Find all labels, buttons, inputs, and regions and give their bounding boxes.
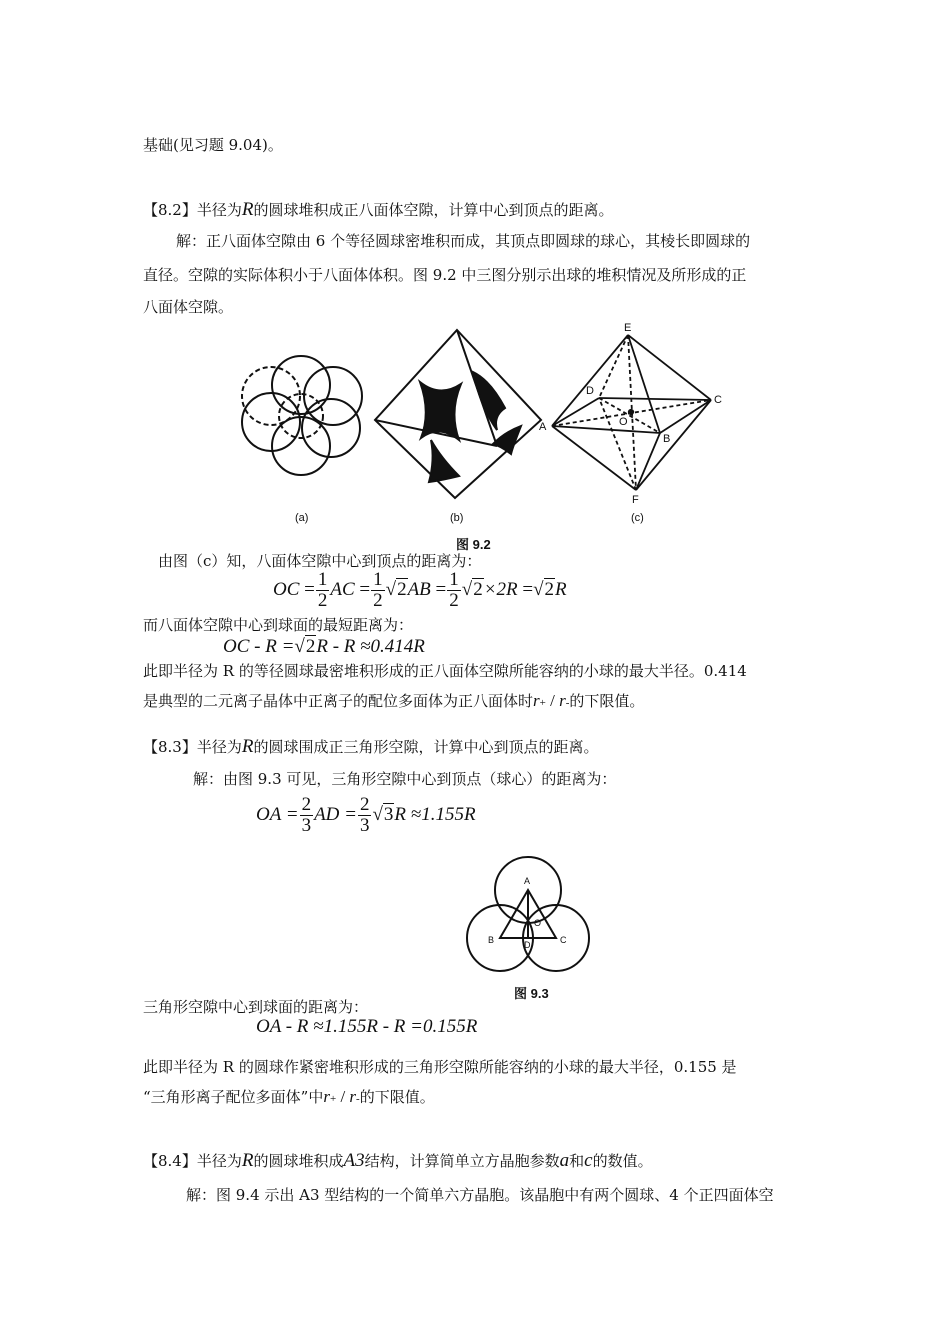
eq-sign: =	[359, 578, 371, 600]
frac-num: 1	[449, 569, 459, 590]
eq-term: R - R ≈0.414R	[316, 636, 425, 657]
question-text: 半径为	[196, 201, 242, 219]
solution-line: 解：由图 9.3 可见，三角形空隙中心到顶点（球心）的距离为：	[193, 770, 617, 788]
question-text: 的圆球堆积成	[253, 1152, 344, 1170]
frac-num: 1	[373, 569, 383, 590]
eq-term: R ≈1.155R	[394, 803, 476, 825]
question-text: 结构，计算简单立方晶胞参数	[364, 1152, 560, 1170]
eq-term: AC	[330, 578, 355, 600]
text-span: 是典型的二元离子晶体中正离子的配位多面体为正八面体时	[143, 692, 534, 710]
symbol-c: c	[584, 1150, 593, 1171]
equation-oc-minus-r: OC - R =√2R - R ≈0.414R	[223, 636, 425, 657]
symbol-R: R	[241, 736, 254, 757]
text-line: 此即半径为 R 的圆球作紧密堆积形成的三角形空隙所能容纳的小球的最大半径，0.155 是	[143, 1058, 737, 1076]
ratio-r-plus-r-minus: r+ / r-	[323, 1087, 360, 1106]
text-line: 此即半径为 R 的等径圆球最密堆积形成的正八面体空隙所能容纳的小球的最大半径。0.414	[143, 662, 747, 680]
radicand: 2	[544, 578, 555, 600]
solution-line: 八面体空隙。	[143, 298, 234, 316]
vertex-D-label: D	[524, 940, 531, 950]
question-tag: 【8.4】	[143, 1152, 197, 1170]
eq-term: OC	[273, 578, 300, 600]
vertex-B-label: B	[488, 935, 495, 945]
subfigure-c-label: (c)	[631, 512, 644, 524]
question-text: 的数值。	[592, 1152, 653, 1170]
subfigure-b-label: (b)	[450, 512, 464, 524]
vertex-C-label: C	[714, 394, 722, 406]
frac-num: 2	[301, 794, 312, 815]
question-text: 的圆球堆积成正八面体空隙，计算中心到顶点的距离。	[253, 201, 614, 219]
ratio-r-plus-r-minus: r+ / r-	[533, 691, 570, 710]
eq-sign: =	[304, 578, 315, 600]
vertex-O-label: O	[534, 918, 542, 928]
eq-term: AB	[407, 578, 431, 600]
frac-den: 2	[317, 589, 328, 611]
text-span: “三角形离子配位多面体”中	[143, 1088, 324, 1106]
eq-term: OA =	[256, 803, 299, 825]
frac-num: 1	[317, 569, 328, 590]
question-text: 半径为	[196, 738, 242, 756]
vertex-B-label: B	[663, 433, 671, 445]
text-line: 基础(见习题 9.04)。	[143, 136, 283, 154]
solution-line: 直径。空隙的实际体积小于八面体体积。图 9.2 中三图分别示出球的堆积情况及所形成的正	[143, 266, 747, 284]
eq-sign: =	[522, 578, 534, 600]
eq-term: AD =	[314, 803, 357, 825]
text-line: 三角形空隙中心到球面的距离为：	[143, 998, 369, 1016]
text-line: 由图（c）知，八面体空隙中心到顶点的距离为：	[158, 552, 482, 570]
vertex-E-label: E	[624, 322, 632, 334]
frac-den: 2	[449, 589, 459, 611]
vertex-F-label: F	[632, 494, 639, 506]
question-8-3	[143, 736, 599, 758]
subfigure-a-label: (a)	[295, 512, 309, 524]
frac-den: 3	[301, 814, 312, 836]
figure-c-octahedron	[552, 335, 711, 490]
equation-oa-minus-r: OA - R ≈1.155R - R =0.155R	[256, 1016, 478, 1037]
figure-9-3-caption: 图 9.3	[514, 986, 549, 1001]
solution-line: 解：正八面体空隙由 6 个等径圆球密堆积而成，其顶点即圆球的球心，其棱长即圆球的	[176, 232, 751, 250]
question-text: 和	[569, 1152, 585, 1170]
equation-oa: OA = $\frac{2}{3}$ AD = $\frac{2}{3}$ √3R ≈1.155R	[256, 794, 476, 836]
vertex-C-label: C	[560, 935, 567, 945]
frac-num: 2	[359, 794, 370, 815]
symbol-R: R	[241, 1150, 254, 1171]
text-line: 而八面体空隙中心到球面的最短距离为：	[143, 616, 414, 634]
vertex-D-label: D	[586, 385, 594, 397]
equation-oc: OC = $\frac{1}{2}$ AC = $\frac{1}{2}$ √2AB = $\frac{1}{2}$ √2×2R =√2R	[273, 569, 567, 611]
symbol-R: R	[241, 199, 254, 220]
symbol-a: a	[559, 1150, 570, 1171]
figure-9-2-caption: 图 9.2	[456, 537, 491, 552]
eq-sign: =	[435, 578, 447, 600]
eq-term: ×2R	[483, 578, 518, 600]
question-text: 的圆球围成正三角形空隙，计算中心到顶点的距离。	[253, 738, 599, 756]
figure-a-circle-packing	[242, 356, 362, 475]
vertex-A-label: A	[524, 876, 531, 886]
question-8-2	[143, 199, 614, 221]
eq-term: OC - R =	[223, 636, 295, 657]
vertex-O-label: O	[619, 416, 628, 428]
eq-term: R	[555, 578, 567, 600]
solution-line: 解：图 9.4 示出 A3 型结构的一个简单六方晶胞。该晶胞中有两个圆球、4 个正四面体空	[186, 1186, 774, 1204]
text-line	[143, 690, 644, 711]
text-span: 的下限值。	[569, 692, 645, 710]
frac-den: 2	[373, 589, 383, 611]
figure-9-3	[462, 852, 602, 982]
vertex-A-label: A	[539, 421, 547, 433]
question-8-4	[143, 1150, 653, 1172]
question-tag: 【8.3】	[143, 738, 197, 756]
question-text: 半径为	[196, 1152, 242, 1170]
figure-9-2	[235, 320, 735, 530]
text-span: 的下限值。	[359, 1088, 435, 1106]
radicand: 2	[397, 578, 407, 600]
radicand: 2	[305, 636, 316, 657]
figure-b-octahedron	[375, 330, 541, 498]
symbol-A3: A3	[343, 1150, 365, 1171]
text-line	[143, 1086, 435, 1107]
question-tag: 【8.2】	[143, 201, 197, 219]
radicand: 2	[473, 578, 483, 600]
frac-den: 3	[359, 814, 370, 836]
radicand: 3	[383, 803, 394, 825]
